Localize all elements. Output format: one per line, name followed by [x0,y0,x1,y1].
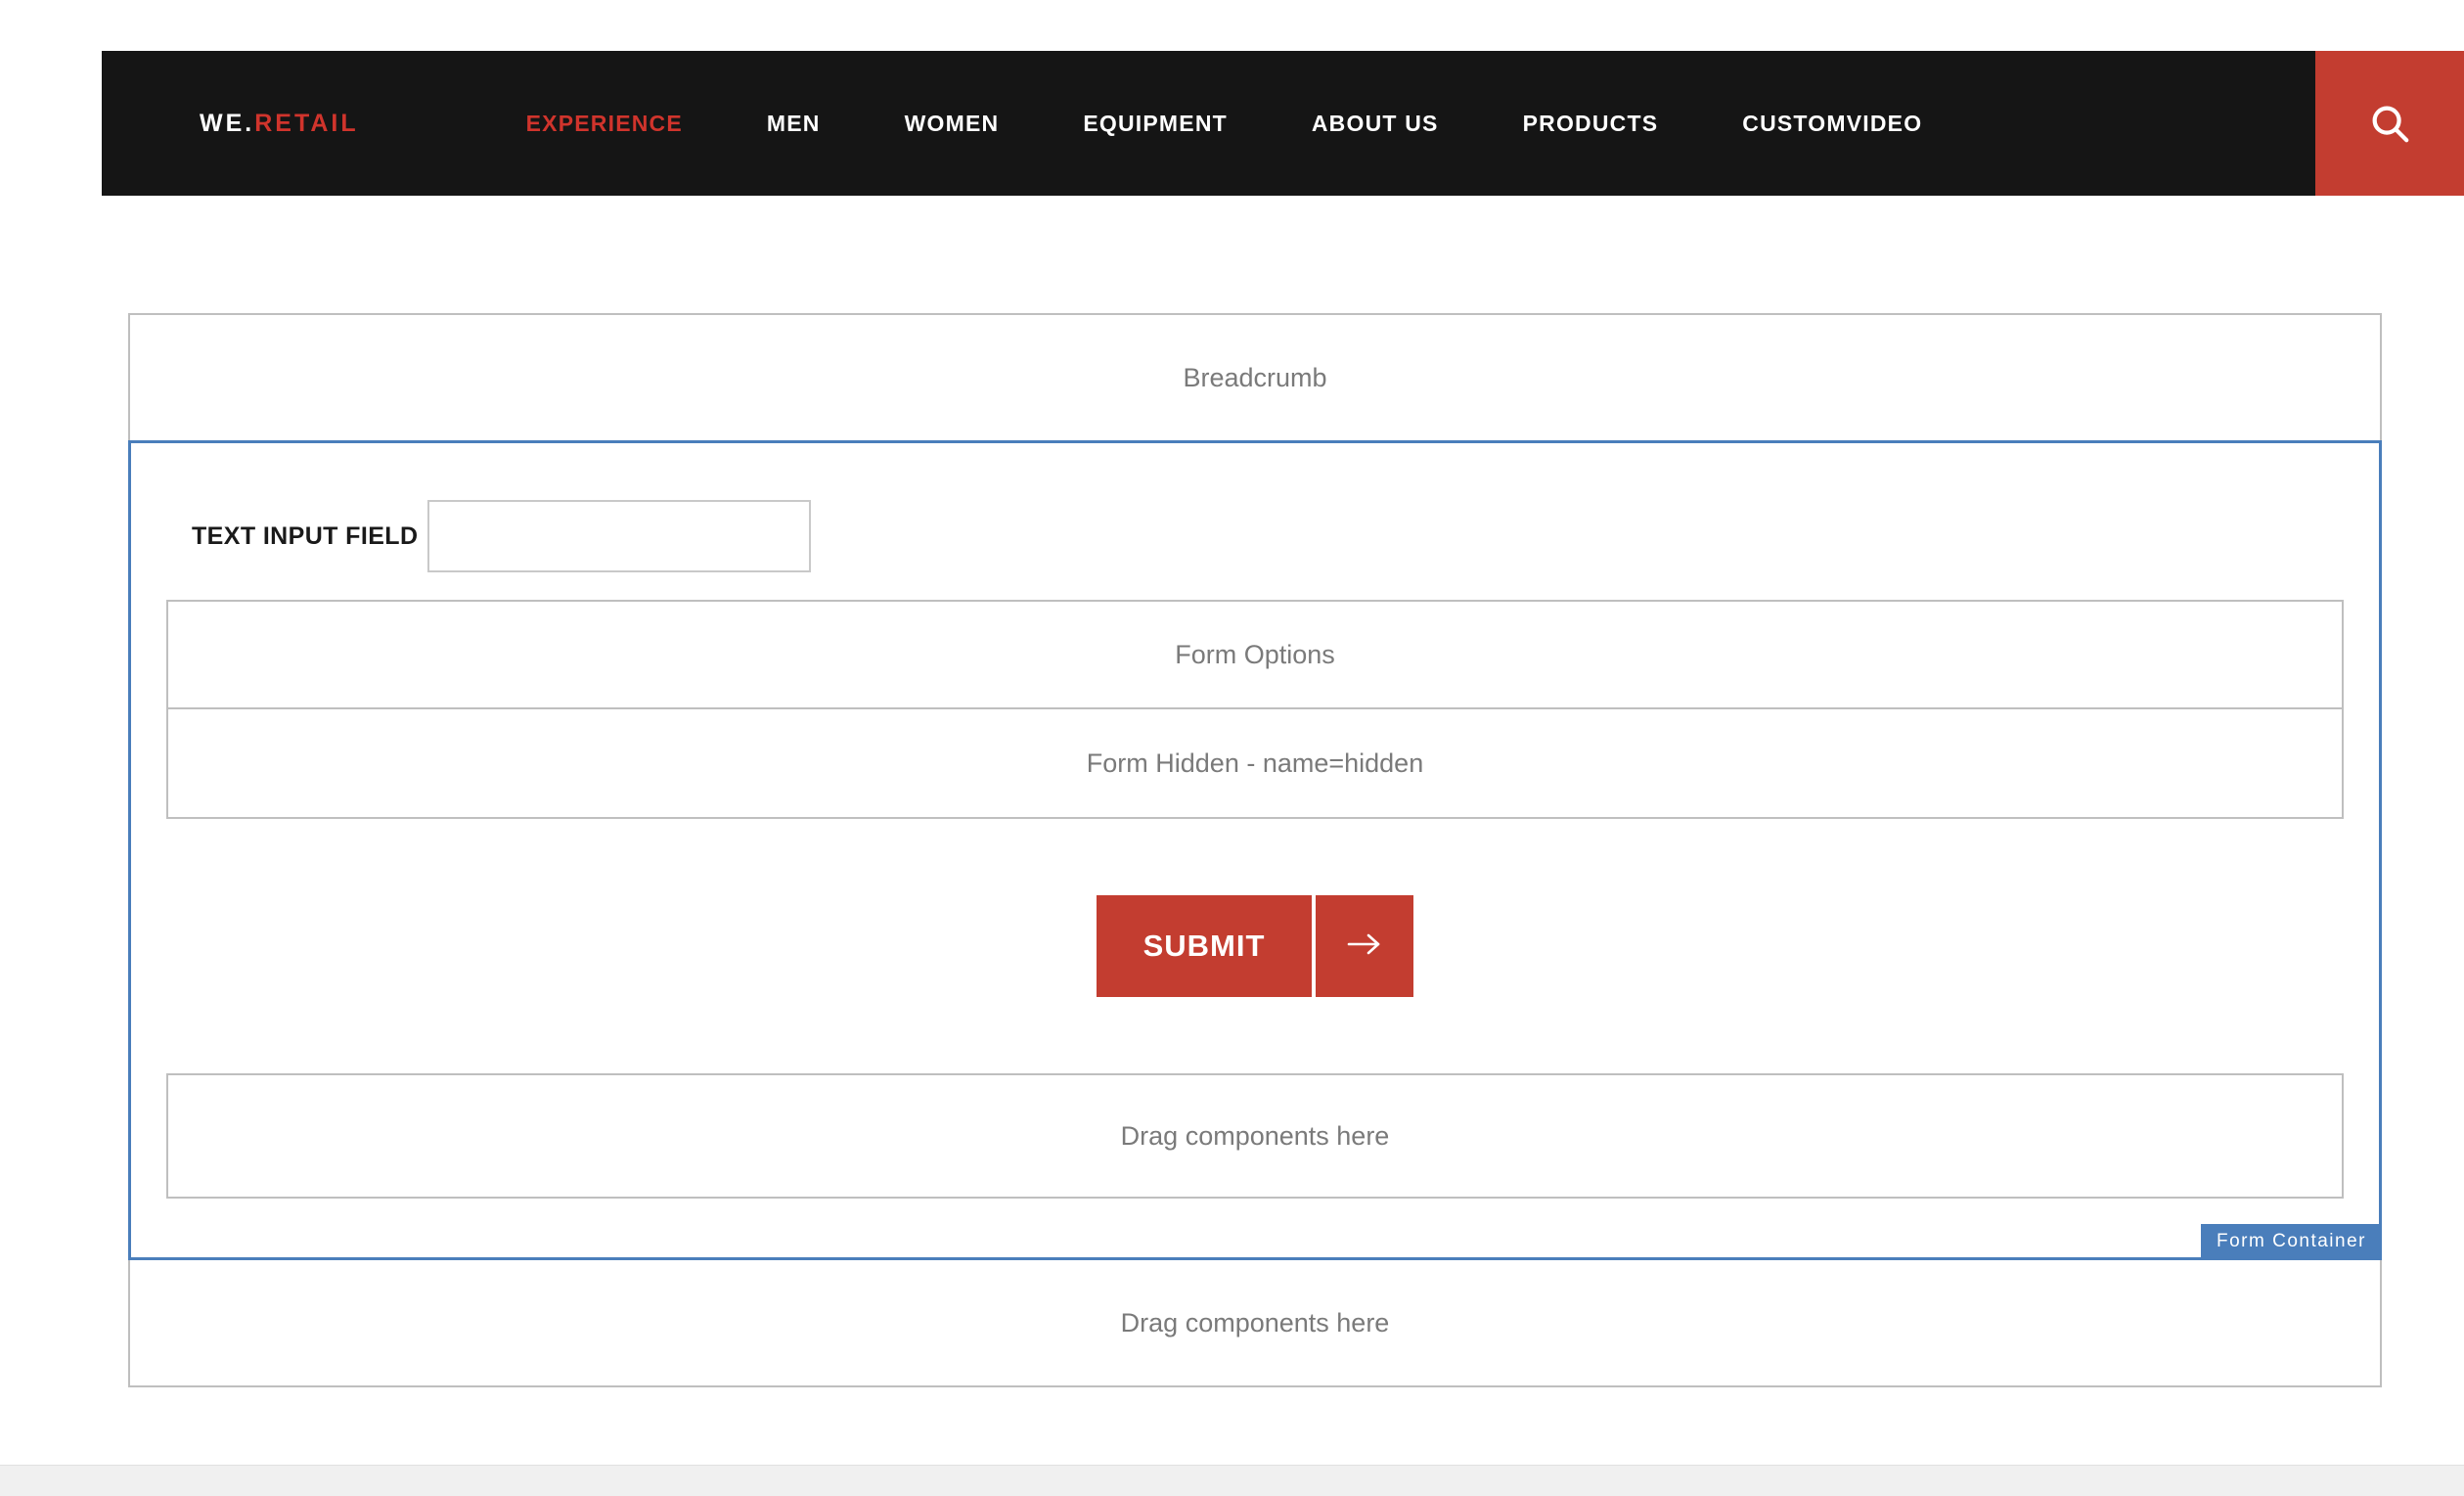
nav-item-women[interactable]: WOMEN [904,110,1000,136]
nav-item-customvideo[interactable]: CUSTOMVIDEO [1742,110,1923,136]
nav-item-experience[interactable]: EXPERIENCE [525,110,683,136]
site-header [102,51,2464,196]
breadcrumb-placeholder-label: Breadcrumb [1183,362,1327,392]
nav-item-list [484,111,1965,137]
search-icon [2367,101,2412,146]
bottom-status-strip [0,1465,2464,1496]
form-drop-zone[interactable] [166,1073,2344,1199]
brand-logo-suffix: RETAIL [254,109,359,137]
nav-item-about-us[interactable]: ABOUT US [1311,110,1439,136]
primary-navigation [102,51,2315,196]
form-inner-placeholders [166,600,2344,819]
submit-row [131,895,2379,997]
nav-item-equipment[interactable]: EQUIPMENT [1083,110,1228,136]
form-container-tag: Form Container [2201,1224,2382,1260]
arrow-right-icon [1343,929,1386,964]
form-hidden-placeholder[interactable] [166,709,2344,819]
form-options-label: Form Options [1175,639,1335,669]
form-container[interactable] [128,440,2382,1260]
form-hidden-label: Form Hidden - name=hidden [1086,748,1424,778]
submit-button[interactable]: SUBMIT [1097,895,1313,997]
breadcrumb-placeholder[interactable] [128,313,2382,440]
brand-logo-prefix: WE. [200,109,255,137]
nav-item-men[interactable]: MEN [766,110,821,136]
text-input-field-row [131,443,2379,582]
brand-logo[interactable] [200,110,359,138]
page-drop-zone-label: Drag components here [1120,1307,1390,1337]
search-button[interactable] [2315,51,2464,196]
text-input-field[interactable] [427,500,811,572]
nav-item-products[interactable]: PRODUCTS [1522,110,1659,136]
page-drop-zone[interactable] [128,1260,2382,1387]
form-options-placeholder[interactable] [166,600,2344,709]
page-editor-canvas [128,313,2382,1387]
submit-arrow-button[interactable] [1316,895,1413,997]
text-input-field-label: TEXT INPUT FIELD [192,521,419,550]
form-drop-zone-label: Drag components here [1120,1120,1390,1151]
